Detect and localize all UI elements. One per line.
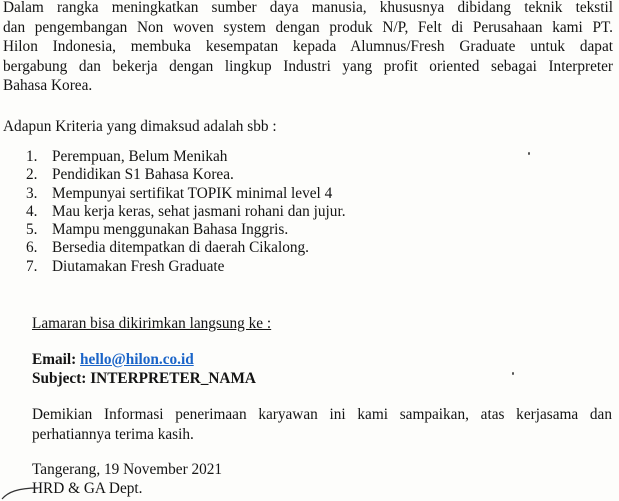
criteria-text: Mau kerja keras, sehat jasmani rohani dan jujur. xyxy=(52,202,346,220)
criteria-list xyxy=(26,148,346,276)
scan-speck xyxy=(512,372,514,375)
criteria-number: 4. xyxy=(26,202,38,220)
intro-line: Bahasa Korea. xyxy=(3,77,93,95)
signoff-date: Tangerang, 19 November 2021 xyxy=(32,461,223,478)
email-link[interactable]: hello@hilon.co.id xyxy=(80,351,194,368)
signoff-department: HRD & GA Dept. xyxy=(32,480,143,497)
subject-line xyxy=(32,370,256,388)
intro-line: dan pengembangan Non woven system dengan produk N/P, Felt di Perusahaan kami PT. xyxy=(3,18,613,36)
application-label: Lamaran bisa dikirimkan langsung ke : xyxy=(32,315,272,332)
subject-label: Subject: xyxy=(32,370,87,387)
closing-paragraph xyxy=(32,405,612,444)
criteria-text: Pendidikan S1 Bahasa Korea. xyxy=(52,166,234,184)
criteria-item xyxy=(26,148,346,166)
criteria-text: Perempuan, Belum Menikah xyxy=(52,148,228,165)
closing-line: perhatiannya terima kasih. xyxy=(32,425,194,443)
criteria-item xyxy=(26,166,346,184)
criteria-number: 5. xyxy=(26,221,38,239)
criteria-number: 2. xyxy=(26,166,38,184)
criteria-item xyxy=(26,185,346,203)
email-line xyxy=(32,351,194,369)
scan-speck xyxy=(528,152,530,155)
criteria-text: Mampu menggunakan Bahasa Inggris. xyxy=(52,221,289,239)
email-label: Email: xyxy=(32,351,77,368)
intro-line: Hilon Indonesia, membuka kesempatan kepada Alumnus/Fresh Graduate untuk dapat xyxy=(3,38,613,56)
criteria-item xyxy=(26,203,346,221)
intro-line: bergabung dan bekerja dengan lingkup Industri yang profit oriented sebagai Interpreter xyxy=(3,57,613,75)
closing-line: Demikian Informasi penerimaan karyawan ini kami sampaikan, atas kerjasama dan xyxy=(32,406,612,423)
criteria-text: Bersedia ditempatkan di daerah Cikalong. xyxy=(52,239,309,257)
criteria-item xyxy=(26,239,346,257)
intro-line: Dalam rangka meningkatkan sumber daya manusia, khususnya dibidang teknik tekstil xyxy=(3,0,613,16)
criteria-number: 7. xyxy=(26,257,38,275)
subject-value: INTERPRETER_NAMA xyxy=(90,370,256,387)
criteria-number: 6. xyxy=(26,239,38,257)
criteria-number: 1. xyxy=(26,148,38,165)
criteria-item xyxy=(26,221,346,239)
criteria-heading: Adapun Kriteria yang dimaksud adalah sbb : xyxy=(3,118,277,135)
criteria-text: Diutamakan Fresh Graduate xyxy=(52,257,225,275)
signature-stroke xyxy=(0,478,40,501)
criteria-item xyxy=(26,258,346,276)
criteria-number: 3. xyxy=(26,184,38,202)
intro-paragraph xyxy=(3,0,613,96)
criteria-text: Mempunyai sertifikat TOPIK minimal level 4 xyxy=(52,184,333,202)
